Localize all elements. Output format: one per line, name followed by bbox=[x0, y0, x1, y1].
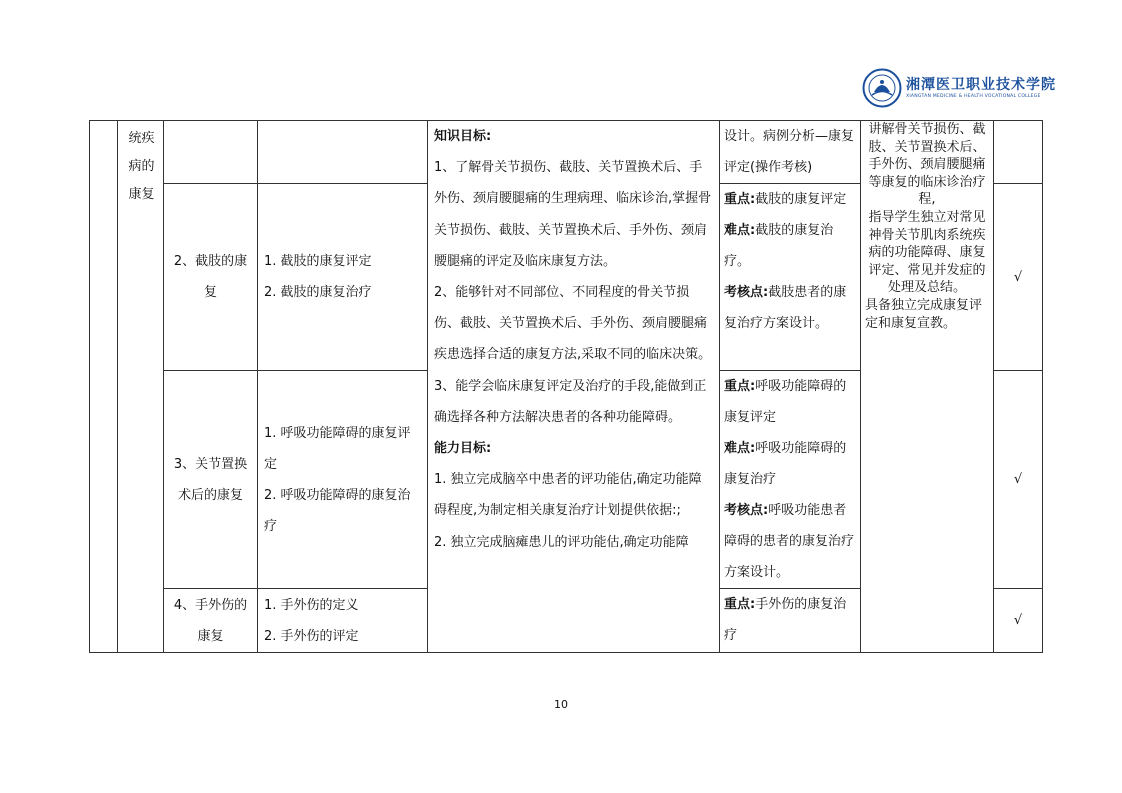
section-title-cell bbox=[164, 184, 258, 371]
ability-heading: 能力目标: bbox=[434, 441, 492, 457]
check-mark: √ bbox=[1013, 269, 1023, 285]
content-item: 1. 截肢的康复评定 bbox=[264, 254, 372, 269]
requirement-text: 指导学生独立对常见神骨关节肌肉系统疾病的功能障碍、康复评定、常见并发症的处理及总结。 bbox=[868, 209, 986, 296]
key-point-cell bbox=[720, 184, 861, 371]
section-title: 4、手外伤的康复 bbox=[173, 597, 248, 644]
key-point-cell bbox=[720, 371, 861, 589]
requirement-text: 具备独立完成康复评定和康复宣教。 bbox=[865, 297, 983, 331]
objectives-cell bbox=[428, 121, 720, 653]
empty-title-cell bbox=[164, 121, 258, 184]
knowledge-item: 3、能学会临床康复评定及治疗的手段,能做到正确选择各种方法解决患者的各种功能障碍。 bbox=[434, 378, 707, 425]
exam-text: 截肢患者的康复治疗方案设计。 bbox=[724, 285, 847, 331]
check-cell bbox=[994, 184, 1043, 371]
key-label: 重点: bbox=[724, 379, 756, 394]
knowledge-item: 1、了解骨关节损伤、截肢、关节置换术后、手外伤、颈肩腰腿痛的生理病理、临床诊治,掌握骨关节损伤、截肢、关节置换术后、手外伤、颈肩腰腿痛的评定及临床康复方法。 bbox=[434, 160, 712, 269]
section-title-cell bbox=[164, 589, 258, 653]
requirements-cell bbox=[861, 121, 994, 653]
difficulty-text: 呼吸功能障碍的康复治疗 bbox=[724, 441, 847, 487]
school-name: 湘潭医卫职业技术学院 bbox=[906, 77, 1056, 93]
check-mark: √ bbox=[1013, 613, 1023, 628]
empty-cell bbox=[90, 121, 118, 653]
difficulty-label: 难点: bbox=[724, 223, 756, 238]
ability-item: 1. 独立完成脑卒中患者的评功能估,确定功能障碍程度,为制定相关康复治疗计划提供依据:; bbox=[434, 472, 702, 519]
key-label: 重点: bbox=[724, 192, 756, 207]
difficulty-label: 难点: bbox=[724, 441, 756, 456]
difficulty-text: 截肢的康复治疗。 bbox=[724, 223, 834, 269]
exam-label: 考核点: bbox=[724, 285, 769, 300]
curriculum-table bbox=[89, 120, 1043, 653]
knowledge-item: 2、能够针对不同部位、不同程度的骨关节损伤、截肢、关节置换术后、手外伤、颈肩腰腿痛疾患选择合适的康复方法,采取不同的临床决策。 bbox=[434, 285, 712, 363]
school-name-en: XIANGTAN MEDICINE & HEALTH VOCATIONAL COLLEGE bbox=[906, 94, 1041, 99]
school-logo bbox=[862, 68, 1056, 110]
section-content-cell bbox=[258, 371, 428, 589]
school-seal-icon bbox=[862, 68, 902, 108]
key-text: 呼吸功能障碍的康复评定 bbox=[724, 379, 847, 425]
check-cell bbox=[994, 589, 1043, 653]
section-title-cell bbox=[164, 371, 258, 589]
empty-content-cell bbox=[258, 121, 428, 184]
exam-label: 考核点: bbox=[724, 503, 769, 518]
system-name-cell bbox=[118, 121, 164, 653]
system-name-line: 康复 bbox=[128, 187, 155, 202]
content-item: 2. 截肢的康复治疗 bbox=[264, 285, 372, 300]
check-cell bbox=[994, 371, 1043, 589]
key-point-text: 设计。病例分析—康复评定(操作考核) bbox=[724, 129, 855, 175]
section-title: 3、关节置换术后的康复 bbox=[173, 456, 248, 503]
key-point-cell bbox=[720, 589, 861, 653]
section-title: 2、截肢的康复 bbox=[173, 254, 248, 300]
page-number: 10 bbox=[554, 698, 568, 711]
ability-item: 2. 独立完成脑瘫患儿的评功能估,确定功能障 bbox=[434, 534, 689, 550]
exam-text: 呼吸功能患者障碍的患者的康复治疗方案设计。 bbox=[724, 503, 855, 580]
section-content-cell bbox=[258, 589, 428, 653]
system-name-line: 统疾 bbox=[128, 131, 155, 146]
key-text: 截肢的康复评定 bbox=[755, 192, 847, 207]
content-item: 1. 手外伤的定义 bbox=[264, 597, 359, 613]
content-item: 2. 呼吸功能障碍的康复治疗 bbox=[264, 487, 411, 534]
key-label: 重点: bbox=[724, 597, 756, 612]
check-mark: √ bbox=[1013, 472, 1023, 487]
key-text: 手外伤的康复治疗 bbox=[724, 597, 847, 643]
system-name-line: 病的 bbox=[128, 159, 155, 174]
empty-check-cell bbox=[994, 121, 1043, 184]
content-item: 2. 手外伤的评定 bbox=[264, 628, 359, 644]
key-point-cell bbox=[720, 121, 861, 184]
section-content-cell bbox=[258, 184, 428, 371]
knowledge-heading: 知识目标: bbox=[434, 129, 492, 144]
content-item: 1. 呼吸功能障碍的康复评定 bbox=[264, 425, 411, 472]
requirement-text: 讲解骨关节损伤、截肢、关节置换术后、手外伤、颈肩腰腿痛等康复的临床诊治疗程, bbox=[868, 122, 986, 208]
